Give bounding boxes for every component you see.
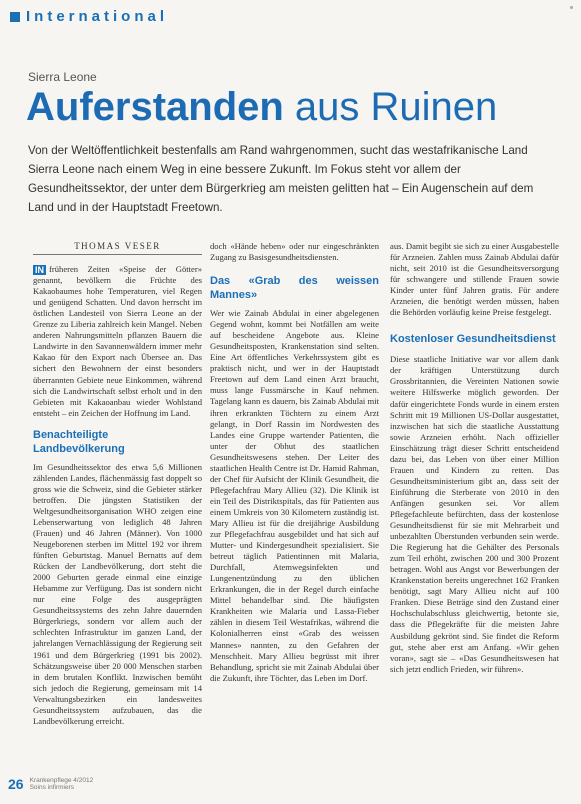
page-number: 26: [8, 776, 24, 792]
headline-rest-part: aus Ruinen: [283, 85, 498, 129]
magazine-subname: Soins infirmiers: [29, 784, 75, 791]
author-byline: THOMAS VESER: [33, 241, 202, 255]
section-label: International: [26, 8, 169, 25]
scan-mark: [570, 6, 573, 9]
headline-bold-part: Auferstanden: [26, 85, 284, 129]
section-marker-square: [10, 12, 20, 22]
column-2-intro: doch «Hände heben» oder nur eingeschränkten Zugang zu Basisgesundheitsdiensten.: [210, 241, 379, 263]
section-header: [10, 8, 168, 25]
drop-cap: IN: [35, 265, 44, 276]
subhead-grab: Das «Grab des weissen Mannes»: [210, 275, 379, 302]
column-1-intro: [33, 264, 202, 419]
kicker: Sierra Leone: [28, 70, 97, 84]
subhead-benachteiligte: Benachteiligte Landbevölkerung: [33, 428, 125, 455]
column-1-intro-text: früheren Zeiten «Speise der Götter» genannt, bevölkern die Früchte des Kakaobaumes hohe Temperaturen, viel Regen und genügend Schatten. Und davon herrscht im östlichen Landesteil von Sierra Leone an der Grenze zu Liberia zahlreich kein Mangel. Neben anderen Nahrungsmitteln pflanzen Bauern die Landwirte in den Savannenwäldern immer mehr Kakao für den Export nach Übersee an. Das sichert den Bewohnern der einst besonders überrannten Gebiete neue Einkommen, während sich die Landwirtschaft selbst erholt und in den Gebieten mit Kakaoanbau wieder Wohlstand entsteht – ein Zeichen der Hoffnung im Land.: [33, 264, 202, 418]
subhead-kostenloser: Kostenloser Gesundheitsdienst: [390, 333, 556, 346]
column-3-intro: aus. Damit begibt sie sich zu einer Ausgabestelle für Arzneien. Zahlen muss Zainab Abdulai dafür nicht, seit 2010 ist die Gesundheitsversorgung für schwangere und stillende Frauen sowie Kinder unter fünf Jahren gratis. Für andere Arzneien, die benötigt werden müssen, haben die Behörden vorläufig keine Preise festgelegt.: [390, 241, 559, 318]
page-footer: [8, 776, 93, 792]
article-column-1: [33, 241, 202, 727]
column-1-body: Im Gesundheitssektor des etwa 5,6 Millionen zählenden Landes, flächenmässig fast doppelt so gross wie die Schweiz, sind die Gebieter stärker betroffen. Die jüngsten Statistiken der Weltgesundheitsorganisation WHO zeigen eine Lebenserwartung von lediglich 48 Jahren (Frauen) und 46 Jahren (Männer). Von 1000 Neugeborenen sterben im Mittel 192 vor ihrem fünften Geburtstag. Manuel Bernatts auf dem Rücken der Landbevölkerung, dort steht die 2000 Geburten gerade einmal eine einzige Hebamme zur Verfügung. Das ist sondern nicht nur eine Folge des ausgeprägten Gesundheitssystems des zehn Jahre dauernden Bürgerkriegs, sondern vor allem auch der schlechten Infrastruktur im ganzen Land, der jahrelangen Vernachlässigung der Regierung seit 1961 und dem Bürgerkrieg (1991 bis 2002). Schätzungsweise über 20 000 Menschen starben in dem brutalen Konflikt. Inzwischen bemüht sich jedoch die Regierung, gemeinsam mit 14 Verwaltungsbezirken ein landesweites Gesundheitssystem aufzubauen, das die Landbevölkerung erreicht.: [33, 461, 202, 726]
article-column-3: [390, 241, 559, 675]
lead-paragraph: Von der Weltöffentlichkeit bestenfalls am Rand wahrgenommen, sucht das westafrikanische Land Sierra Leone nach einem Weg in eine bessere Zukunft. Im Fokus steht vor allem der Gesundheitssektor, der unter dem Bürgerkrieg am meisten gelitten hat – Ein Augenschein auf dem Land und in der Hauptstadt Freetown.: [28, 144, 534, 214]
magazine-name: Krankenpflege 4/2012: [29, 777, 94, 784]
article-column-2: [210, 241, 379, 684]
magazine-info: [30, 777, 94, 791]
column-3-body: Diese staatliche Initiative war vor allem dank der kräftigen Unterstützung durch Grossbritannien, die Vereinten Nationen sowie weitere Hilfswerke möglich geworden. Der dafür eingerichtete Fonds wurde in einem ersten Schritt mit 19 Millionen US-Dollar ausgestattet, inzwischen hat sich die staatliche Ausstattung sowie Arzneien erhöht. Nach offizieller Einschätzung trägt dieser Schritt entscheidend dazu bei, das Leben von über einer Million Frauen und Kindern zu retten. Das Gesundheitsministerium gibt an, dass seit der Einführung die Sterberate von 2010 in den Anfängen gesunken sei. Vor allem Pflegefachleute befürchten, dass der kostenlose Gesundheitsdienst für sie mit Mehrarbeit und unbezahlten Überstunden verbunden sein werde. Die Regierung hat die Gehälter des Personals zum Teil erhöht, zwischen 200 und 300 Prozent betragen. Wohl aus Angst vor Bewerbungen der Krankenstation bereits ungerechnet 162 Franken benötigt, sagt Mary Allieu nicht auf 100 Franken. Diese Beträge sind den Zustand einer Hochschulabschluss gleichwertig, betonte sie, dass die Pflegekräfte für die meisten Jahre Ausbildung gekrönt sind. Sie findet die Reform gut, stehe aber erst am Anfang. «Wir gehen voran», sagt sie – «Das Gesundheitswesen hat sich jetzt endlich Frieden, wir führen».: [390, 354, 559, 674]
column-2-body: Wer wie Zainab Abdulai in einer abgelegenen Gegend wohnt, kommt bei Notfällen am weite auf bescheidene Angebote aus. Kleine Gesundheitsposten, Krankenstation sind selten. Eine Art öffentliches Verkehrssystem gibt es praktisch nicht, und wer in der Hauptstadt Freetown auf dem Land einen Arzt braucht, muss lange Fussmärsche in Kauf nehmen. Tagelang kann es dauern, bis Zainab Abdulai mit ihren erkrankten Töchtern zu einem Arzt gelangt, in Dorf Rassin im Nordwesten des Landes eine Gruppe wartender Patienten, die unter der Obhut des staatlichen Gesundheitswesens stehen. Der Leiter des staatlichen Health Centre ist Dr. Hamid Rahman, der Chef für Aufsicht der Klinik Gesundheit, die Pflegefachfrau Mary Allieu (32). Die Klinik ist ein Teil des Distriktspitals, das für Patienten aus einem Umkreis von 30 Kilometern zuständig ist. Mary Allieu ist für die dreijährige Ausbildung zur Pflegefachfrau ausgebildet und hat sich auf Mutter- und Kindergesundheit spezialisiert. Sie betreut täglich Patientinnen mit Malaria, Durchfall, Atemwegsinfekten und Lungenentzündung zu den üblichen Erkrankungen, die in der Regel durch einfache Mittel behandelbar sind. Die häufigsten Krankheiten wie Malaria und Lassa-Fieber zählen in diesem Teil Westafrikas, während die Kolonialherren einst «Grab des weissen Mannes» nannten, zu den Gefahren der Menschheit. Mary Allieu begrüsst mit ihrer Behandlung, spricht sie mit Zainab Abdulai über die Zukunft, ihre Töchter, das Leben im Dorf.: [210, 308, 379, 683]
headline: [26, 84, 497, 130]
